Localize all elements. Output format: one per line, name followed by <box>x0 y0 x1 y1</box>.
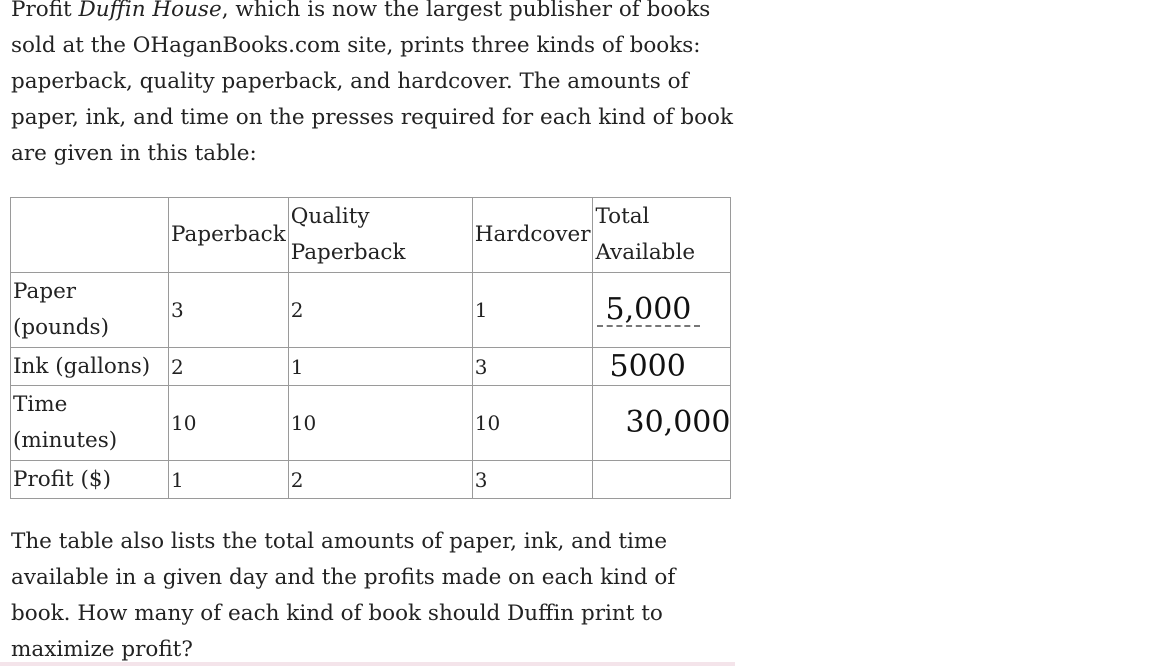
question-paragraph: The table also lists the total amounts of paper, ink, and time available in a given day and the profits made on each kind of book. How many of each kind of book should Duffin print to maximize profit? <box>11 529 676 662</box>
time-total-value: 30,000 <box>593 386 731 461</box>
table-row <box>11 273 731 348</box>
header-hardcover: Hardcover <box>472 198 593 273</box>
ink-hardcover-value: 3 <box>472 348 593 386</box>
paper-total-cell <box>593 273 731 348</box>
paper-hardcover-value: 1 <box>472 273 593 348</box>
time-hardcover-value: 10 <box>472 386 593 461</box>
scribble-mark <box>597 325 700 327</box>
company-name: Duffin House <box>78 0 222 22</box>
header-total-available: Total Available <box>593 198 731 273</box>
table-row <box>11 348 731 386</box>
time-paperback-value: 10 <box>169 386 289 461</box>
ink-quality-value: 1 <box>288 348 472 386</box>
profit-total-value <box>593 461 731 499</box>
ink-paperback-value: 2 <box>169 348 289 386</box>
paper-paperback-value: 3 <box>169 273 289 348</box>
intro-lead: Profit <box>11 0 79 22</box>
row-label-profit: Profit ($) <box>11 461 169 499</box>
table-row <box>11 461 731 499</box>
intro-text: , which is now the largest publisher of books sold at the OHaganBooks.com site, prints three kinds of books: paperback, quality paperback, and hardcover. The amounts of paper, ink, and time on the presses required for each kind of book are given in this table: <box>11 0 734 166</box>
paper-quality-value: 2 <box>288 273 472 348</box>
profit-quality-value: 2 <box>288 461 472 499</box>
paper-total-value: 5,000 <box>605 292 692 327</box>
table-row <box>11 386 731 461</box>
profit-hardcover-value: 3 <box>472 461 593 499</box>
bottom-divider <box>0 662 735 666</box>
row-label-paper: Paper (pounds) <box>11 273 169 348</box>
header-quality-paperback: Quality Paperback <box>288 198 472 273</box>
profit-paperback-value: 1 <box>169 461 289 499</box>
header-paperback: Paperback <box>169 198 289 273</box>
row-label-time: Time (minutes) <box>11 386 169 461</box>
table-header-row <box>11 198 731 273</box>
resources-table <box>10 197 731 499</box>
header-cell-empty <box>11 198 169 273</box>
time-quality-value: 10 <box>288 386 472 461</box>
intro-paragraph <box>11 0 741 172</box>
ink-total-value: 5000 <box>593 348 731 386</box>
row-label-ink: Ink (gallons) <box>11 348 169 386</box>
